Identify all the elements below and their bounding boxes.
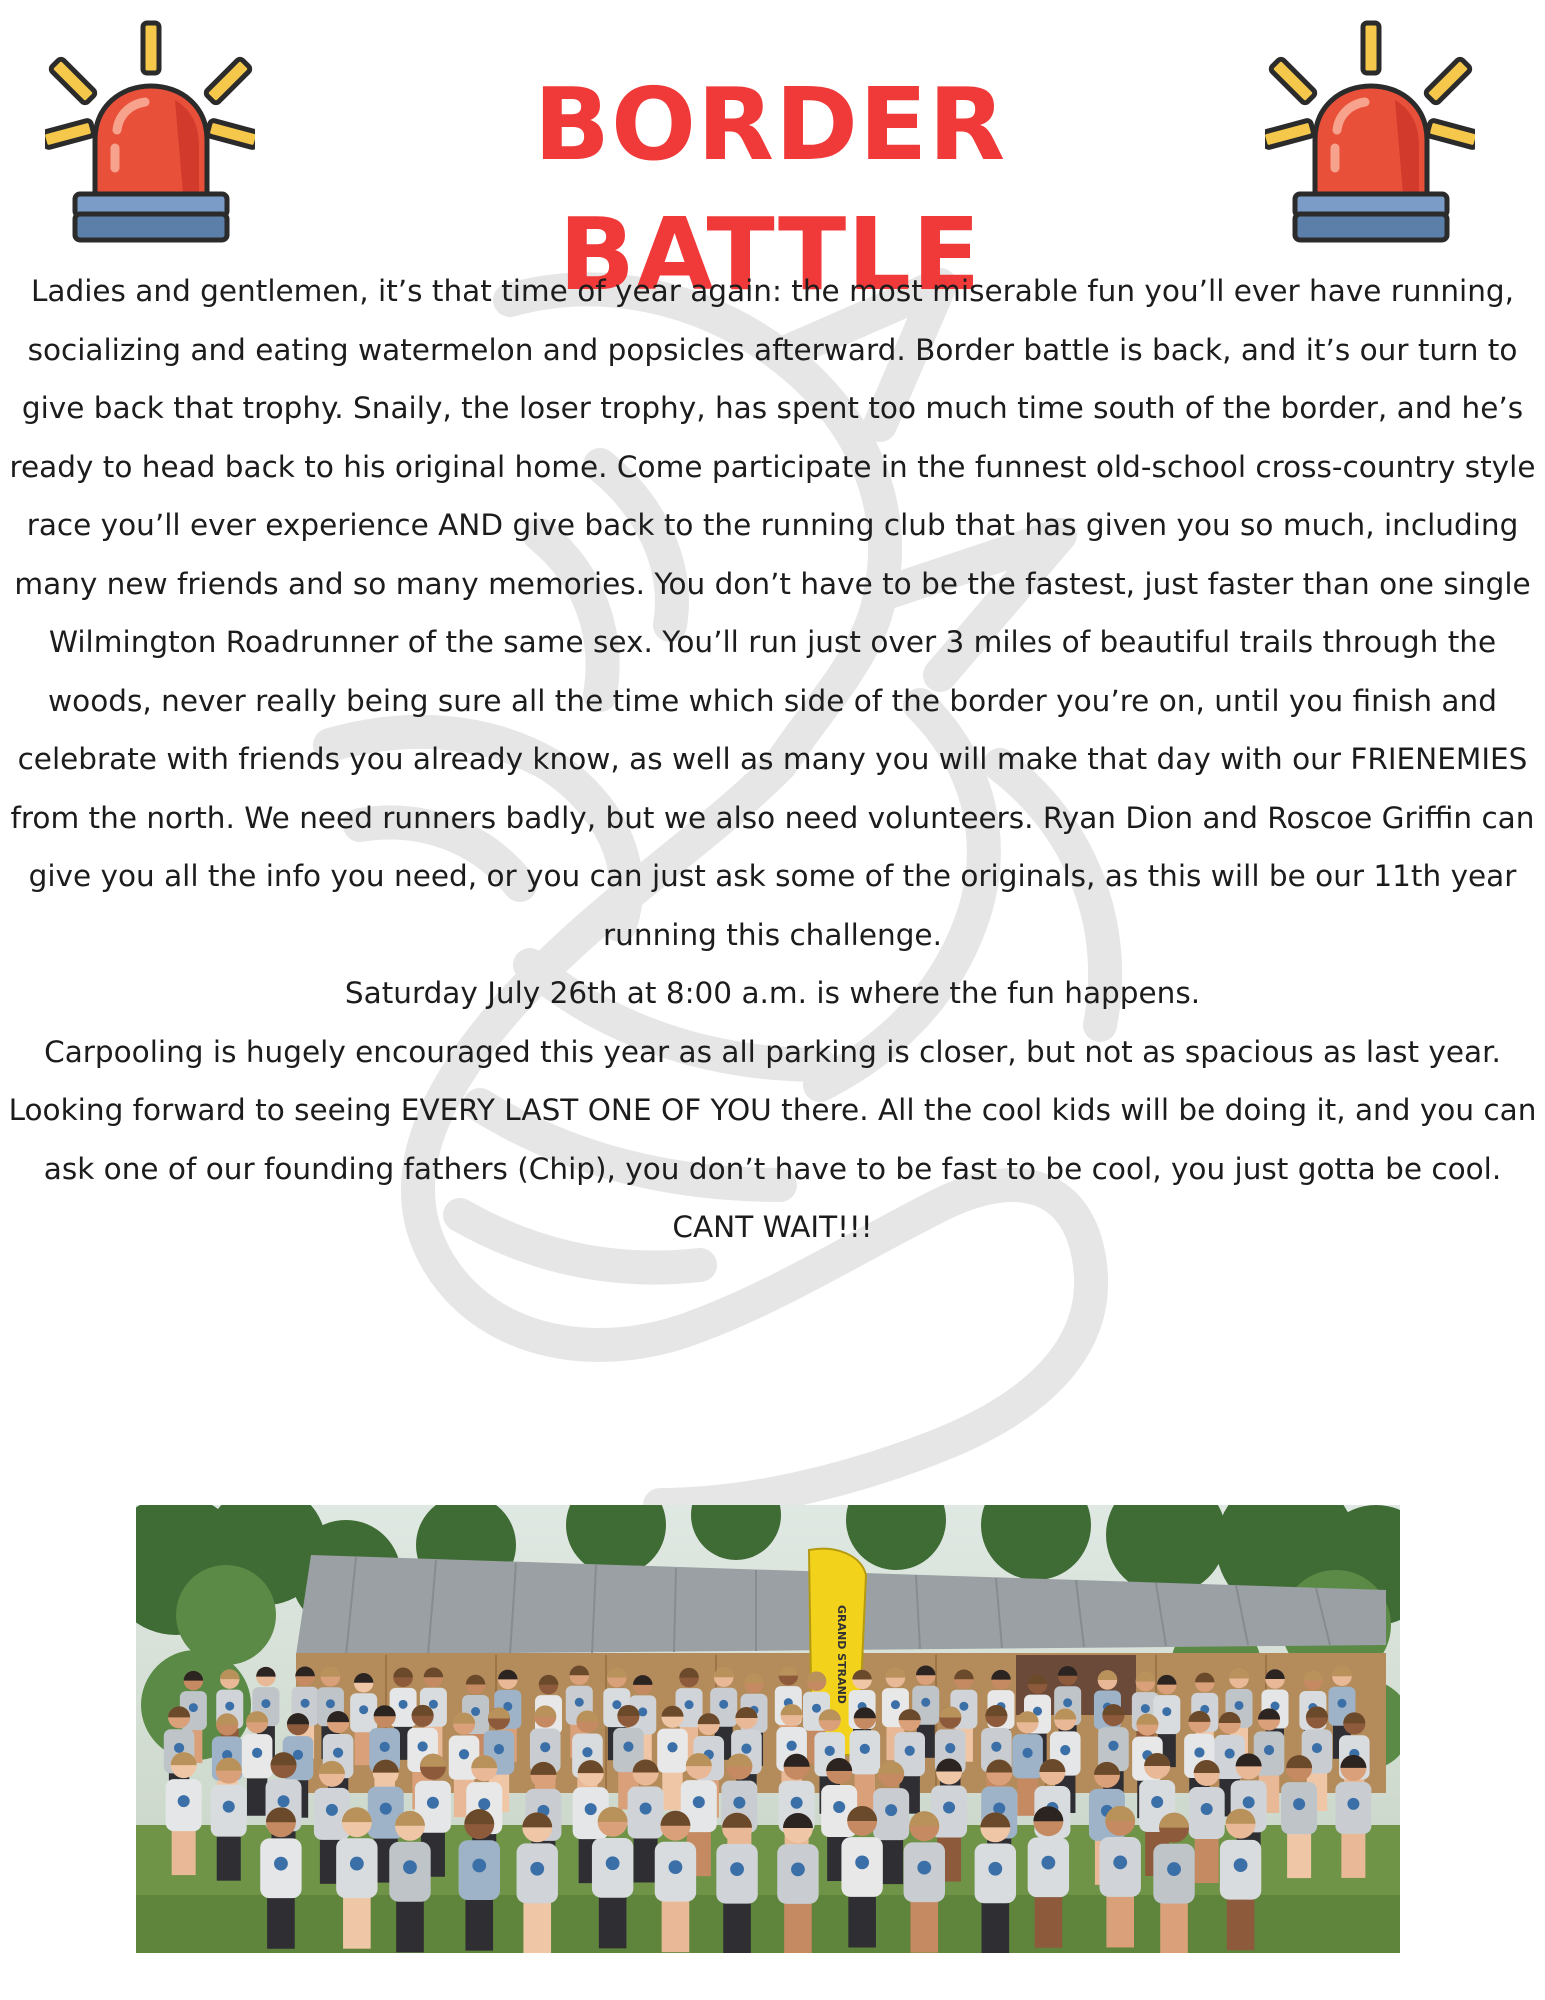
banner-text: GRAND STRAND	[835, 1605, 848, 1704]
closing-line: CANT WAIT!!!	[672, 1210, 873, 1244]
siren-light-icon	[45, 18, 255, 248]
main-paragraph: Ladies and gentlemen, it’s that time of year again: the most miserable fun you’ll ever have running, socializing and eating watermelon and popsicles afterward. Border battle is back, and it’s our turn to give back that trophy. Snaily, the loser trophy, has spent too much time south of the border, and he’s ready to head back to his original home. Come participate in the funnest old-school cross-country style race you’ll ever experience AND give back to the running club that has given you so much, including many new friends and so many memories. You don’t have to be the fastest, just faster than one single Wilmington Roadrunner of the same sex. You’ll run just over 3 miles of beautiful trails through the woods, never really being sure all the time which side of the border you’re on, until you finish and celebrate with friends you already know, as well as many you will make that day with our FRIENEMIES from the north. We need runners badly, but we also need volunteers. Ryan Dion and Roscoe Griffin can give you all the info you need, or you can just ask some of the originals, as this will be our 11th year running this challenge.	[9, 274, 1536, 952]
carpool-paragraph: Carpooling is hugely encouraged this year as all parking is closer, but not as spacious as last year. Looking forward to seeing EVERY LAST ONE OF YOU there. All the cool kids will be doing it, and you can ask one of our founding fathers (Chip), you don’t have to be fast to be cool, you just gotta be cool.	[8, 1034, 1537, 1186]
siren-light-icon	[1265, 18, 1475, 248]
group-photo	[136, 1505, 1400, 1953]
page-title: BORDER BATTLE	[533, 66, 1007, 313]
announcement-body	[0, 262, 1545, 1257]
event-date-line: Saturday July 26th at 8:00 a.m. is where the fun happens.	[344, 976, 1201, 1010]
